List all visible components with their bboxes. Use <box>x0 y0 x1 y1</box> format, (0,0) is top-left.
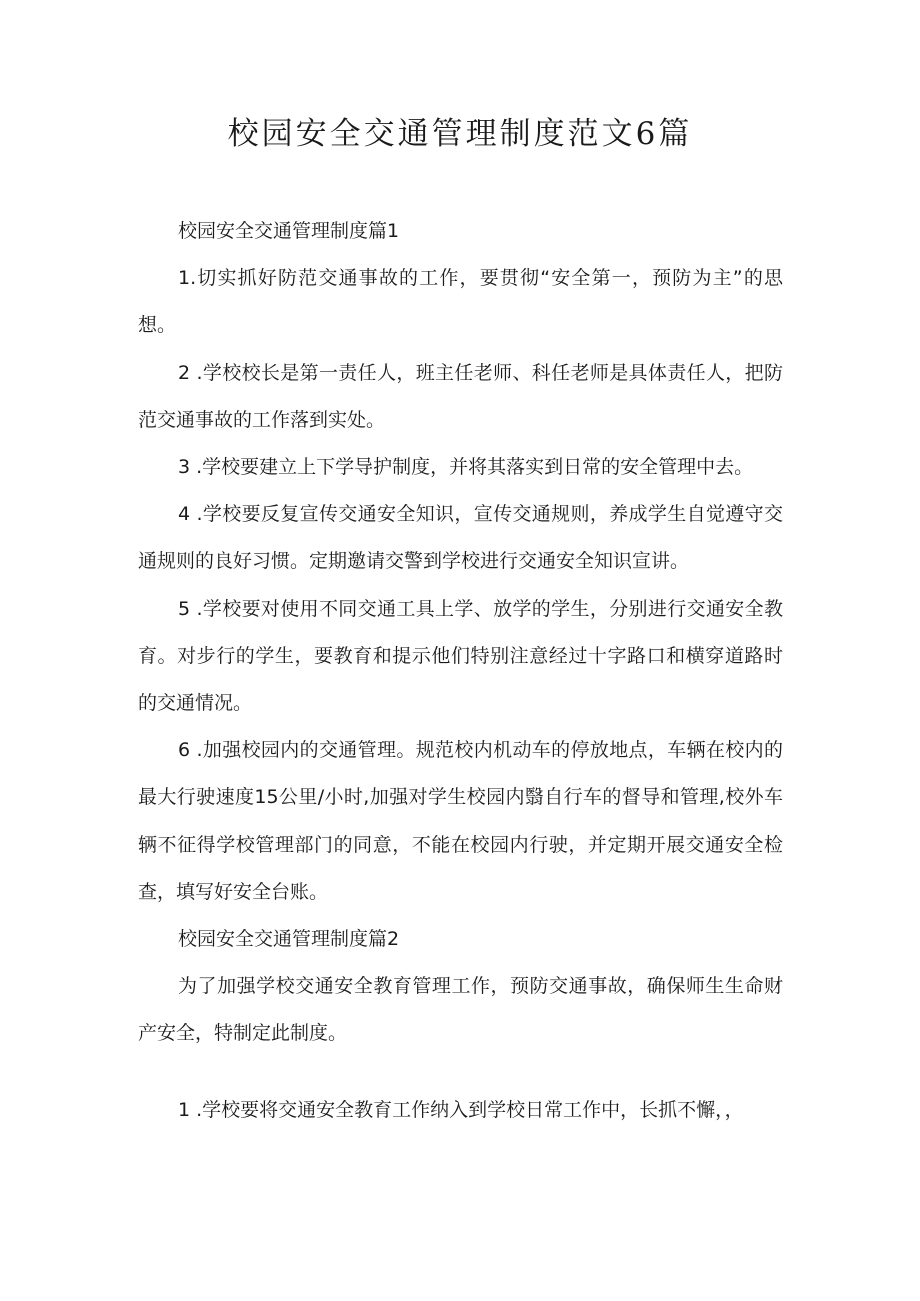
paragraph: 为了加强学校交通安全教育管理工作，预防交通事故，确保师生生命财产安全，特制定此制度。 <box>138 975 783 1045</box>
document-title: 校园安全交通管理制度范文6篇 <box>227 116 693 152</box>
paragraph: 5 .学校要对使用不同交通工具上学、放学的学生，分别进行交通安全教育。对步行的学生，要教育和提示他们特别注意经过十字路口和横穿道路时的交通情况。 <box>138 597 783 715</box>
paragraph: 2 .学校校长是第一责任人，班主任老师、科任老师是具体责任人，把防范交通事故的工作落到实处。 <box>138 361 783 431</box>
paragraph: 6 .加强校园内的交通管理。规范校内机动车的停放地点，车辆在校内的最大行驶速度15公里/小时,加强对学生校园内翳自行车的督导和管理,校外车辆不征得学校管理部门的同意，不能在校园内行驶，并定期开展交通安全检查，填写好安全台账。 <box>138 739 783 903</box>
paragraph: 3 .学校要建立上下学导护制度，并将其落实到日常的安全管理中去。 <box>178 456 754 479</box>
paragraph: 1.切实抓好防范交通事故的工作，要贯彻“安全第一，预防为主”的思想。 <box>138 267 783 337</box>
document-body <box>138 208 783 1134</box>
section-heading-2: 校园安全交通管理制度篇2 <box>178 928 400 951</box>
paragraph: 4 .学校要反复宣传交通安全知识，宣传交通规则，养成学生自觉遵守交通规则的良好习惯。定期邀请交警到学校进行交通安全知识宣讲。 <box>138 503 783 573</box>
section-heading-1: 校园安全交通管理制度篇1 <box>178 220 400 242</box>
paragraph: 1 .学校要将交通安全教育工作纳入到学校日常工作中，长抓不懈，， <box>178 1098 744 1121</box>
